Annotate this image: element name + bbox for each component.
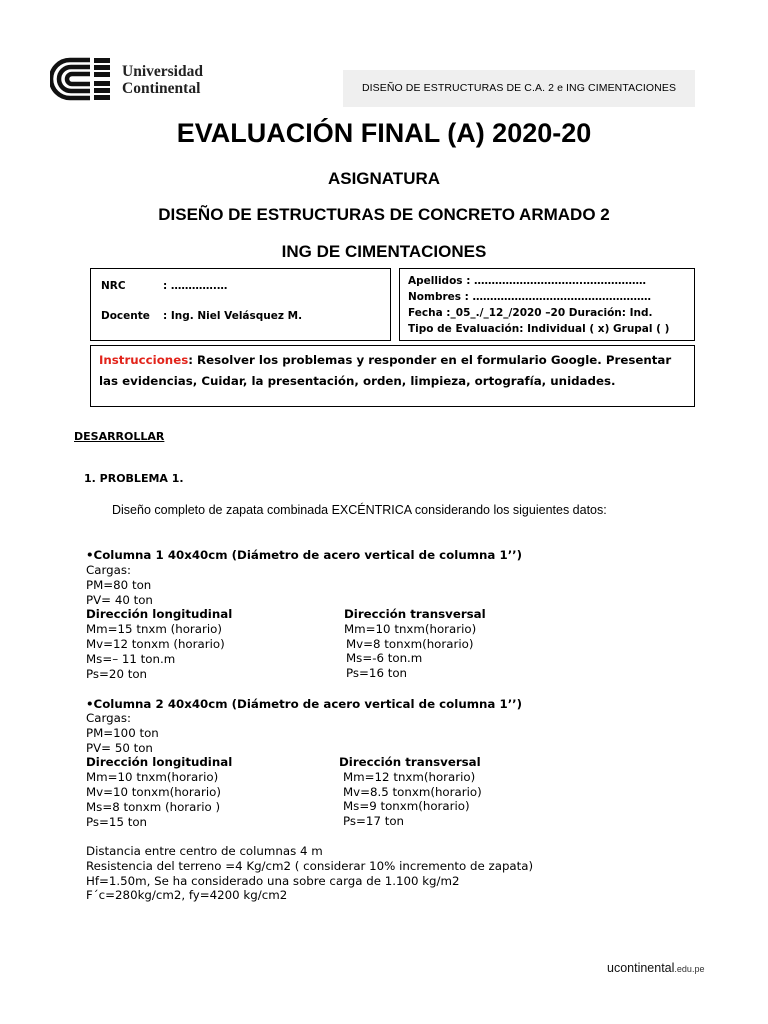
- extra-line: F´c=280kg/cm2, fy=4200 kg/cm2: [86, 888, 288, 903]
- columna1-long-item: Ms=– 11 ton.m: [86, 651, 176, 666]
- nrc-value: : ………….…: [163, 280, 228, 292]
- footer-domain: .edu.pe: [674, 964, 705, 974]
- columna2-trans-block: [339, 755, 482, 829]
- columna2-long-item: Mm=10 tnxm(horario): [86, 770, 219, 785]
- columna1-dir-long-heading: Dirección longitudinal: [86, 607, 233, 622]
- course-info-box: [90, 268, 391, 341]
- extra-data-block: [86, 844, 533, 903]
- problem-description: Diseño completo de zapata combinada EXCÉNTRICA considerando los siguientes datos:: [112, 503, 607, 517]
- columna2-cargas: Cargas:: [86, 711, 131, 725]
- fecha-field: Fecha :_05_./_12_/2020 –20 Duración: Ind.: [408, 307, 653, 319]
- footer-brand: [607, 961, 704, 975]
- columna1-pm: PM=80 ton: [86, 577, 152, 592]
- university-logo: [50, 56, 228, 102]
- columna2-title: •Columna 2 40x40cm (Diámetro de acero vertical de columna 1’’): [86, 697, 523, 711]
- extra-line: Resistencia del terreno =4 Kg/cm2 ( considerar 10% incremento de zapata): [86, 858, 534, 873]
- footer-brand-name: ucontinental: [607, 961, 675, 975]
- columna1-cargas: Cargas:: [86, 563, 131, 577]
- extra-line: Distancia entre centro de columnas 4 m: [86, 844, 323, 858]
- course-header-box: DISEÑO DE ESTRUCTURAS DE C.A. 2 e ING CIMENTACIONES: [343, 70, 695, 107]
- columna1-long-item: Mv=12 tonxm (horario): [86, 636, 225, 651]
- columna1-dir-trans-heading: Dirección transversal: [344, 607, 486, 621]
- docente-label: Docente: [101, 310, 150, 322]
- asignatura-heading: ASIGNATURA: [327, 169, 441, 188]
- problem-title: 1. PROBLEMA 1.: [84, 472, 184, 485]
- columna2-trans-item: Ps=17 ton: [343, 814, 405, 829]
- columna2-pm: PM=100 ton: [86, 725, 159, 740]
- columna2-pv: PV= 50 ton: [86, 740, 153, 755]
- subject-title-2: ING DE CIMENTACIONES: [281, 242, 487, 261]
- columna1-long-item: Mm=15 tnxm (horario): [86, 622, 222, 637]
- continental-logo-icon: [50, 56, 112, 102]
- columna1-pv: PV= 40 ton: [86, 592, 153, 607]
- instructions-label: Instrucciones: [99, 353, 189, 367]
- columna2-dir-trans-heading: Dirección transversal: [339, 755, 481, 769]
- tipo-evaluacion-field: Tipo de Evaluación: Individual ( x) Grupal ( ): [408, 323, 670, 335]
- columna2-long-item: Ms=8 tonxm (horario ): [86, 799, 221, 814]
- docente-value: : Ing. Niel Velásquez M.: [163, 310, 303, 322]
- columna2-dir-long-heading: Dirección longitudinal: [86, 755, 233, 770]
- columna1-trans-item: Ps=16 ton: [346, 666, 408, 681]
- nombres-field: Nombres : ……………………………………………: [408, 291, 652, 303]
- columna2-trans-item: Ms=9 tonxm(horario): [343, 799, 470, 814]
- nrc-label: NRC: [101, 280, 126, 292]
- columna2-long-item: Mv=10 tonxm(horario): [86, 784, 221, 799]
- student-info-box: [399, 268, 695, 341]
- columna2-block: [86, 711, 232, 829]
- exam-title: EVALUACIÓN FINAL (A) 2020-20: [176, 118, 592, 148]
- instructions-text: : Resolver los problemas y responder en el formulario Google. Presentar las evidencias, Cuidar, la presentación, orden, limpieza, ortografía, unidades.: [99, 353, 672, 388]
- subject-title-1: DISEÑO DE ESTRUCTURAS DE CONCRETO ARMADO 2: [158, 205, 610, 224]
- columna1-trans-item: Ms=-6 ton.m: [346, 651, 423, 666]
- instructions-box: [90, 345, 695, 407]
- logo-line2: Continental: [122, 80, 201, 97]
- columna1-block: [86, 563, 232, 681]
- columna2-trans-item: Mv=8.5 tonxm(horario): [343, 784, 482, 799]
- columna1-title: •Columna 1 40x40cm (Diámetro de acero vertical de columna 1’’): [86, 548, 523, 562]
- columna2-long-item: Ps=15 ton: [86, 814, 148, 829]
- columna2-trans-item: Mm=12 tnxm(horario): [343, 769, 476, 784]
- apellidos-field: Apellidos : ………………………….………………: [408, 275, 647, 287]
- columna1-trans-item: Mm=10 tnxm(horario): [344, 621, 477, 636]
- columna1-long-item: Ps=20 ton: [86, 666, 148, 681]
- columna1-trans-item: Mv=8 tonxm(horario): [346, 636, 474, 651]
- logo-line1: Universidad: [122, 63, 203, 80]
- extra-line: Hf=1.50m, Se ha considerado una sobre carga de 1.100 kg/m2: [86, 873, 460, 888]
- desarrollar-heading: DESARROLLAR: [74, 430, 165, 443]
- columna1-trans-block: [344, 607, 486, 681]
